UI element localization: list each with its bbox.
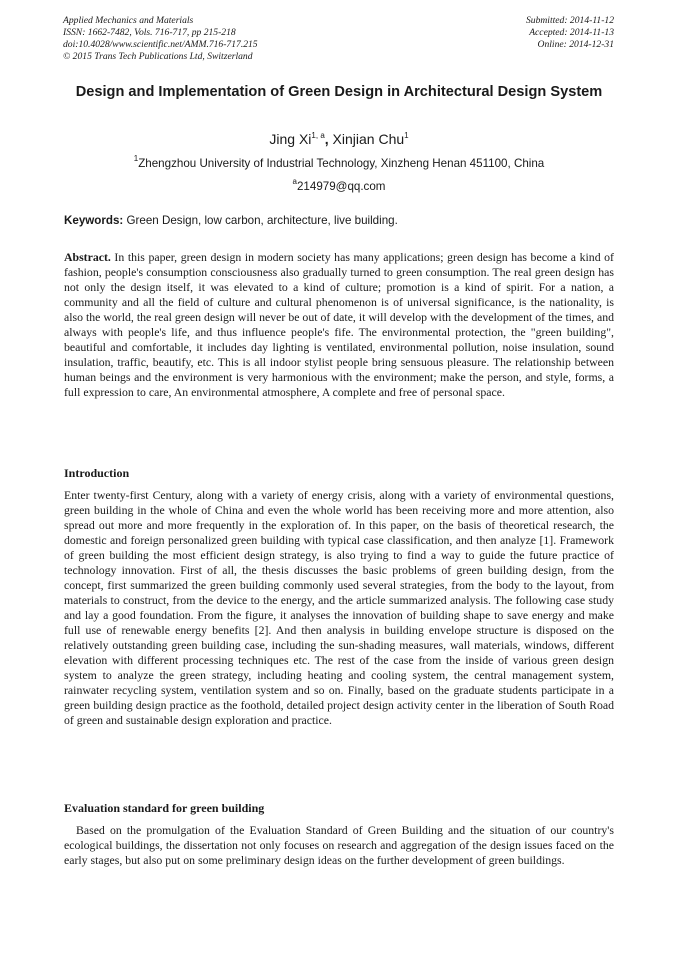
- keywords: [64, 214, 614, 228]
- affiliation: [64, 154, 614, 171]
- author-name: Xinjian Chu: [328, 131, 405, 147]
- introduction-paragraph: Enter twenty-first Century, along with a variety of energy crisis, along with a variety of environmental questions, green building in the whole of China and even the whole world has been receiving more and more attention, also spread out more and more frequently in the exploration of. In this paper, on the basis of theoretical research, the domestic and foreign personalized green building with typical case classification, and then analyze [1]. Framework of green building the most efficient design strategy, is also trying to find a way to guide the future practice of technology innovation. First of all, the thesis discusses the basic problems of green building design, from the concept, first summarized the green building commonly used several strategies, from the body to the layout, from materials to construct, from the device to the energy, and the article summarized analysis. The following case study and lay a good foundation. From the figure, it analyses the innovation of building shape to save energy and make full use of renewable energy benefits [2]. And then analysis in building envelope structure is disposed on the relatively outstanding green building case, including the sun-shading measures, wall materials, windows, different elevation with different processing techniques etc. The rest of the case from the inside of various green design system to analyze the green strategy, including heating and cooling system, the central management system, rainwater recycling system, ventilation system and so on. Finally, based on the graduate students participate in a green building design practice as the foothold, detailed project design activity center in the liberation of South Road of green and sustainable design exploration and practice.: [64, 488, 614, 727]
- submitted-date: Submitted: 2014-11-12: [525, 15, 614, 26]
- evaluation-paragraph: Based on the promulgation of the Evaluation Standard of Green Building and the situation of our country's ecological buildings, the dissertation not only focuses on research and aggregation of the design issues faced on the early stages, but also put on some preliminary design ideas on the further development of green buildings.: [64, 823, 614, 867]
- affiliation-mark: 1: [133, 154, 139, 163]
- email-mark: a: [292, 177, 297, 186]
- abstract-text: In this paper, green design in modern society has many applications; green design has become a kind of fashion, people's consumption consciousness also gradually turned to green consumption. The real green design has not only the design itself, it was elevated to a kind of culture; promotion is a kind of spirit. For a nation, a community and all the field of culture and cultural phenomenon is of universal significance, is the nationality, is also the world, the real green design will never be out of date, it will develop with the development of the times, and always with people's life, and thus influence people's fife. The environmental protection, the "green building", beautiful and comfortable, it includes day lighting is ventilated, environmental pollution, noise insulation, sound insulation, traffic, beautify, etc. This is all indoor stylist people bring sensuous pleasure. The relationship between human beings and the environment is very harmonious with the environment; make the person, and style, forms, a full expression to care, An environmental atmosphere, A complete and free of personal space.: [64, 250, 614, 399]
- publication-dates: [526, 15, 614, 51]
- doi-line: doi:10.4028/www.scientific.net/AMM.716-717.215: [63, 39, 258, 50]
- section-heading-evaluation: Evaluation standard for green building: [64, 801, 265, 815]
- author-affiliation-mark: 1: [404, 131, 409, 140]
- email-text: 214979@qq.com: [296, 180, 386, 193]
- affiliation-text: Zhengzhou University of Industrial Technology, Xinzheng Henan 451100, China: [138, 157, 545, 170]
- author-name: Jing Xi: [269, 131, 312, 147]
- copyright-line: © 2015 Trans Tech Publications Ltd, Switzerland: [63, 51, 253, 62]
- paper-title: Design and Implementation of Green Design in Architectural Design System: [75, 84, 603, 100]
- issn-line: ISSN: 1662-7482, Vols. 716-717, pp 215-218: [63, 27, 236, 38]
- author-email: [64, 177, 614, 194]
- author-line: [64, 130, 614, 148]
- online-date: Online: 2014-12-31: [537, 39, 614, 50]
- author-separator: ,: [324, 131, 329, 147]
- journal-name: Applied Mechanics and Materials: [63, 15, 194, 26]
- abstract-label: Abstract.: [64, 250, 111, 264]
- keywords-label: Keywords:: [64, 214, 124, 227]
- abstract: [64, 250, 614, 400]
- accepted-date: Accepted: 2014-11-13: [529, 27, 614, 38]
- author-affiliation-mark: 1, a: [311, 131, 325, 140]
- journal-info: [63, 15, 258, 63]
- section-heading-introduction: Introduction: [64, 466, 130, 480]
- keywords-text: Green Design, low carbon, architecture, live building.: [123, 214, 398, 227]
